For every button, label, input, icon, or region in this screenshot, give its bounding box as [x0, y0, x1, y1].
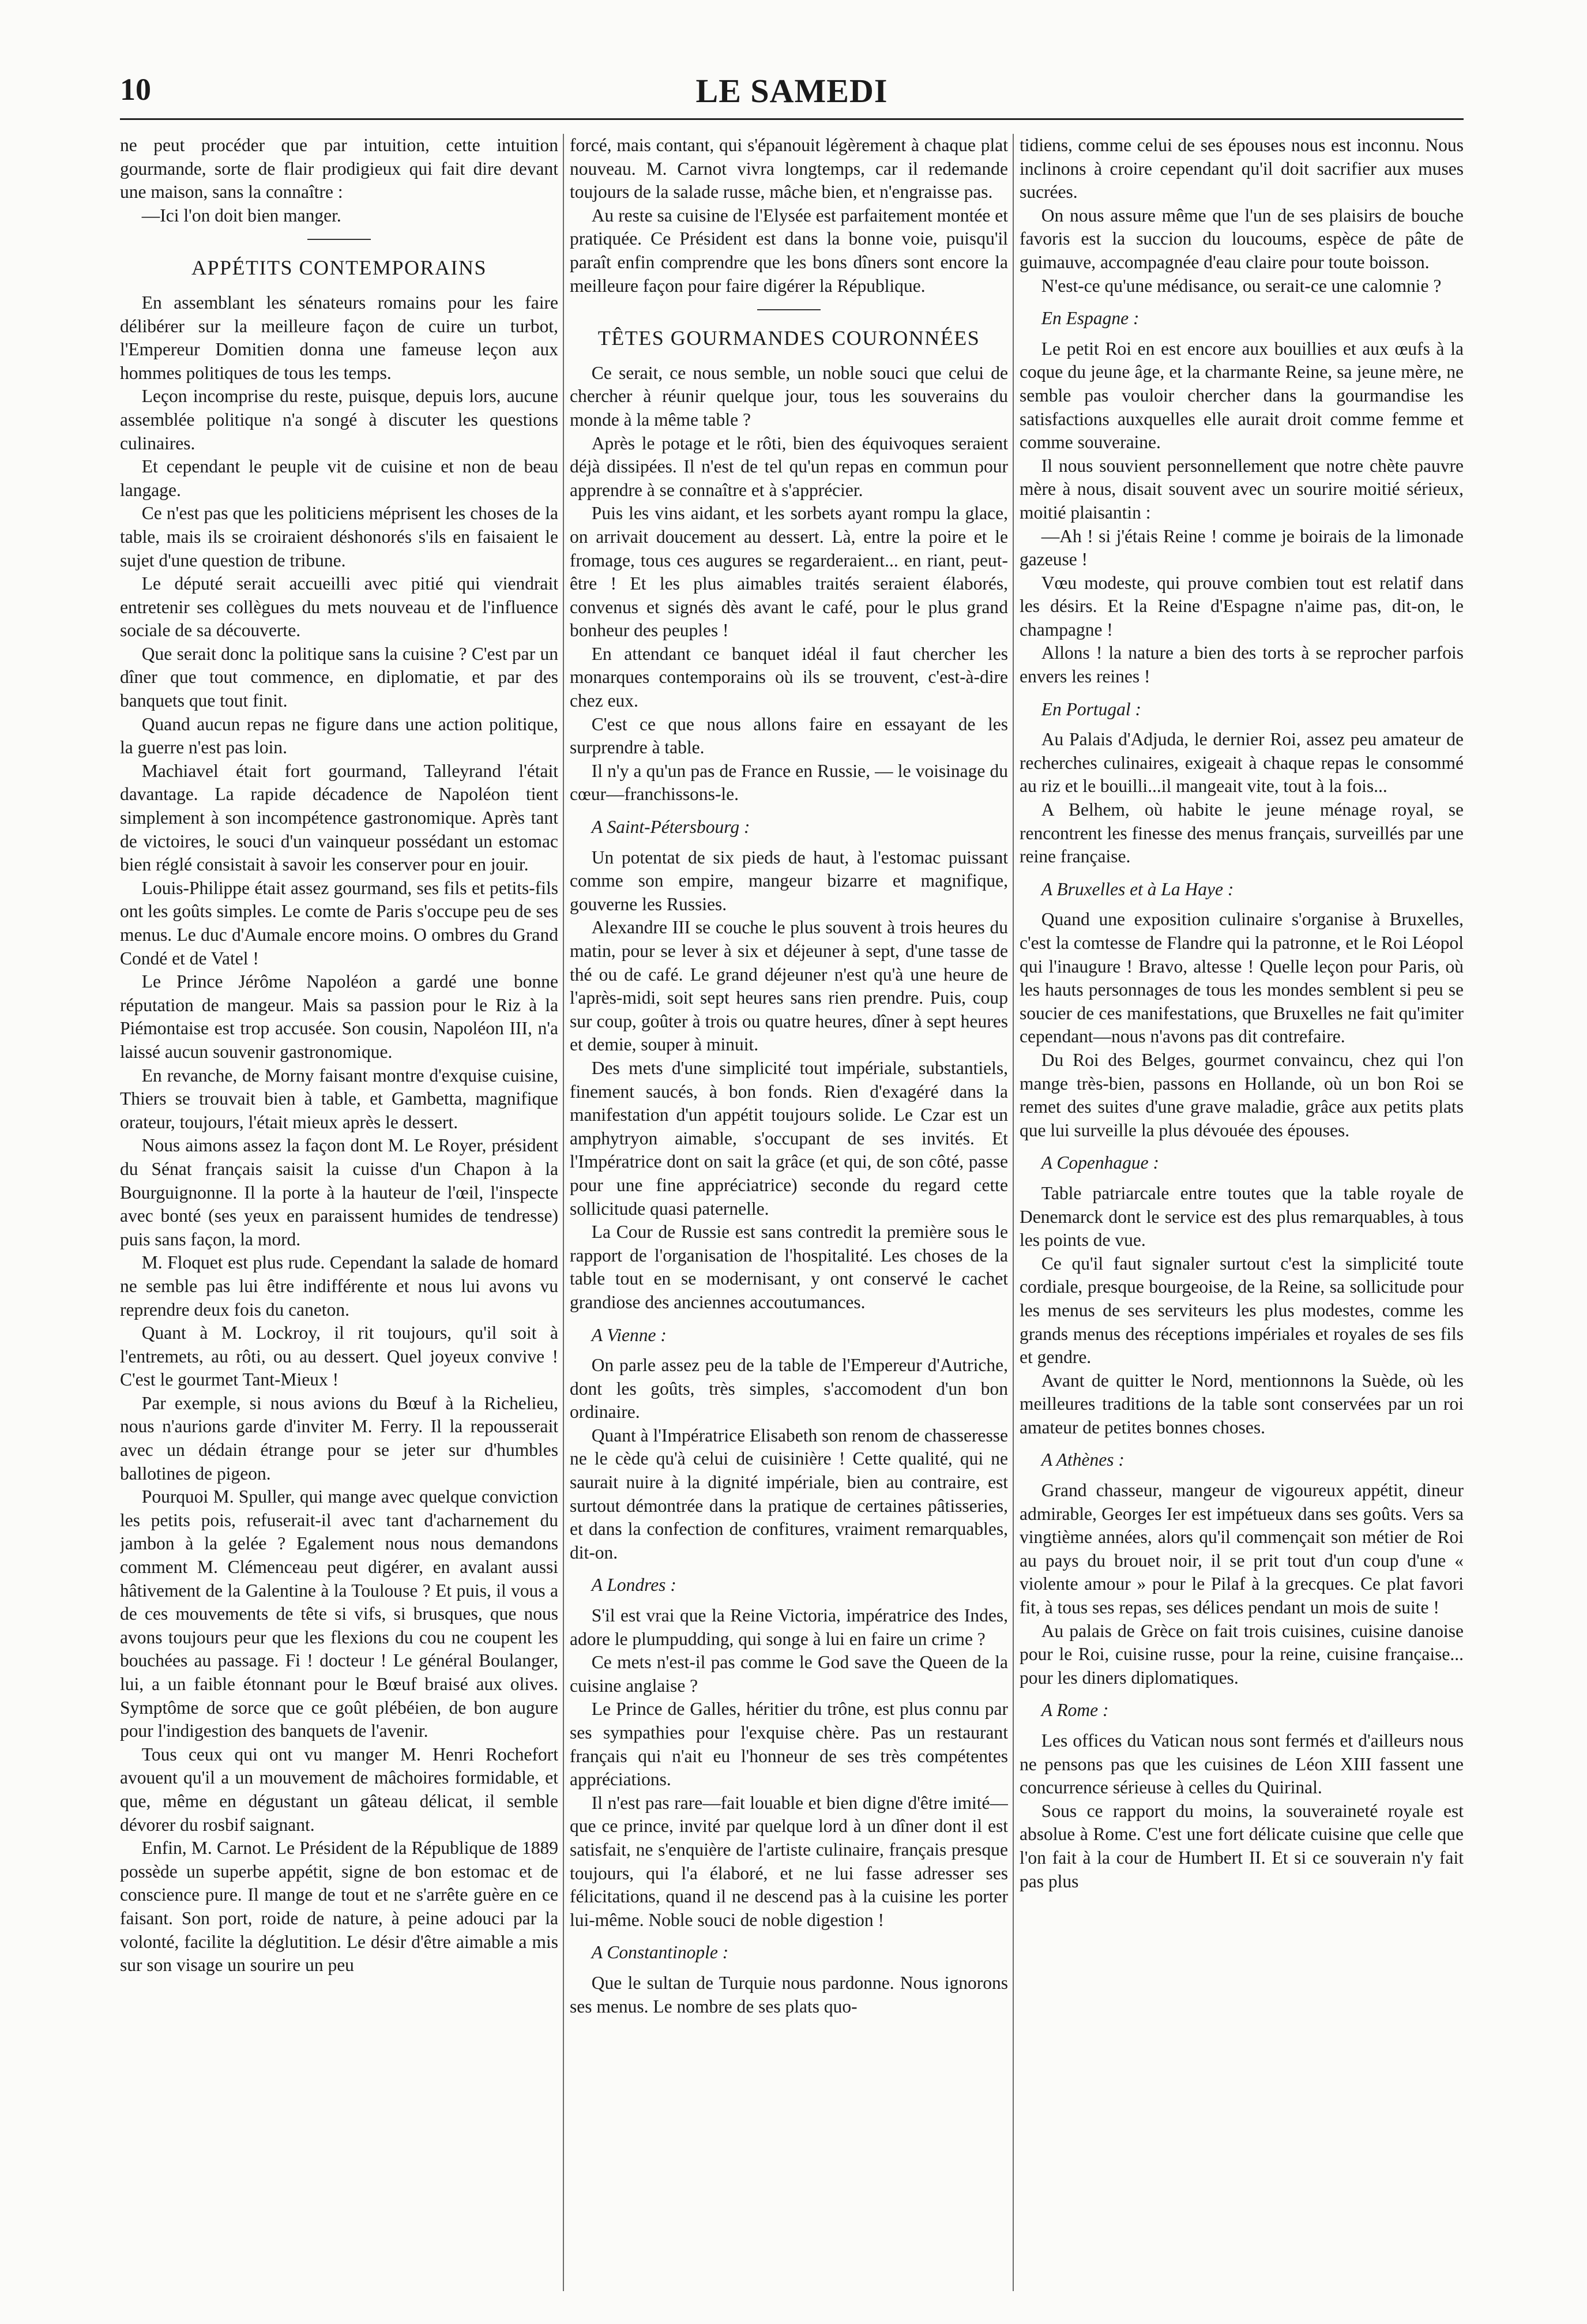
section-heading: APPÉTITS CONTEMPORAINS — [191, 256, 487, 280]
section-heading: TÊTES GOURMANDES COURONNÉES — [597, 326, 980, 350]
paragraph: N'est-ce qu'une médisance, ou serait-ce une calomnie ? — [1041, 275, 1442, 296]
paragraph: M. Floquet est plus rude. Cependant la salade de homard ne semble pas lui être indifférente et nous lui avons vu reprendre deux fois du caneton. — [120, 1252, 558, 1320]
text-column-2 — [570, 134, 1008, 2303]
paragraph: Il n'est pas rare—fait louable et bien digne d'être imité—que ce prince, invité par quelque lord à un dîner dont il est satisfait, ne s'enquière de l'artiste culinaire, français presque toujours, qui l'a élaboré, et ne lui fasse adresser ses félicitations, quand il ne descend pas à la cuisine les porter lui-même. Noble souci de noble digestion ! — [570, 1792, 1008, 1930]
paragraph: A Belhem, où habite le jeune ménage royal, se rencontrent les finesse des menus français, surveillés par une reine française. — [1020, 799, 1464, 867]
paragraph: tidiens, comme celui de ses épouses nous est inconnu. Nous inclinons à croire cependant qu'il doit sacrifier aux muses sucrées. — [1020, 135, 1464, 202]
column-separator — [563, 134, 564, 2291]
paragraph: Allons ! la nature a bien des torts à se reprocher parfois envers les reines ! — [1020, 643, 1464, 687]
dateline: A Bruxelles et à La Haye : — [1041, 878, 1234, 899]
paragraph: Ce qu'il faut signaler surtout c'est la simplicité toute cordiale, presque bourgeoise, de la Reine, sa sollicitude pour les menus de ses serviteurs les plus modestes, comme les grands menus des réceptions impériales et royales de ses fils et gendre. — [1020, 1253, 1464, 1368]
paragraph: Des mets d'une simplicité tout impériale, substantiels, finement saucés, à bon fonds. Rien d'exagéré dans la manifestation d'un appétit toujours solide. Le Czar est un amphytryon aimable, s'occupant de ses invités. Et l'Impératrice dont on sait la grâce (et qui, de son côté, passe pour une fine appréciatrice) seconde du regard cette sollicitude quasi paternelle. — [570, 1057, 1008, 1219]
paragraph: Quant à l'Impératrice Elisabeth son renom de chasseresse ne le cède qu'à celui de cuisinière ! Cette qualité, qui ne saurait nuire à la dignité impériale, bien au contraire, est surtout démontrée dans la pratique de certaines pâtisseries, et dans la confection de confitures, vraiment remarquables, dit-on. — [570, 1425, 1008, 1563]
paragraph: Enfin, M. Carnot. Le Président de la République de 1889 possède un superbe appétit, signe de bon estomac et de conscience pure. Il mange de tout et ne s'arrête guère en ce faisant. Son port, roide de nature, à peine adouci par la volonté, facilite la déglutition. Le désir d'être aimable a mis sur son visage un sourire un peu — [120, 1838, 558, 1976]
paragraph: Quand aucun repas ne figure dans une action politique, la guerre n'est pas loin. — [120, 714, 558, 758]
paragraph: Un potentat de six pieds de haut, à l'estomac puissant comme son empire, mangeur bizarre et magnifique, gouverne les Russies. — [570, 847, 1008, 914]
paragraph: Quant à M. Lockroy, il rit toujours, qu'il soit à l'entremets, au rôti, ou au dessert. Quel joyeux convive ! C'est le gourmet Tant-Mieux ! — [120, 1323, 558, 1390]
dateline: A Saint-Pétersbourg : — [591, 817, 750, 838]
dateline: A Londres : — [591, 1575, 676, 1595]
column-separator — [1013, 134, 1014, 2291]
page-number: 10 — [120, 72, 151, 107]
paragraph: Alexandre III se couche le plus souvent à trois heures du matin, pour se lever à six et déjeuner à sept, d'une tasse de thé ou de café. Le grand déjeuner n'est qu'à une heure de l'après-midi, soit sept heures sans rien prendre. Puis, coup sur coup, goûter à trois ou quatre heures, dîner à sept heures et demie, souper à minuit. — [570, 917, 1008, 1055]
paragraph: Ce serait, ce nous semble, un noble souci que celui de chercher à réunir quelque jour, tous les souverains du monde à la même table ? — [570, 362, 1008, 430]
dateline: A Rome : — [1041, 1700, 1109, 1721]
paragraph: —Ah ! si j'étais Reine ! comme je boirais de la limonade gazeuse ! — [1020, 525, 1464, 570]
paragraph: En attendant ce banquet idéal il faut chercher les monarques contemporains où ils se trouvent, c'est-à-dire chez eux. — [570, 643, 1008, 711]
paragraph: Le Prince de Galles, héritier du trône, est plus connu par ses sympathies pour l'exquise chère. Pas un restaurant français qui n'ait eu l'honneur de ses très compétentes appréciations. — [570, 1699, 1008, 1790]
dateline: A Constantinople : — [591, 1942, 729, 1963]
dateline: A Athènes : — [1041, 1450, 1125, 1470]
paragraph: C'est ce que nous allons faire en essayant de les surprendre à table. — [570, 714, 1008, 758]
dateline: En Portugal : — [1041, 699, 1142, 719]
paragraph: Quand une exposition culinaire s'organise à Bruxelles, c'est la comtesse de Flandre qui la patronne, et le Roi Léopol qui l'inaugure ! Bravo, altesse ! Quelle leçon pour Paris, où les hauts personnages de tous les mondes semblent si peu se soucier de ces manifestations, que Bruxelles ne fait qu'imiter cependant—nous n'avons pas dit contrefaire. — [1020, 909, 1464, 1047]
paragraph: Au Palais d'Adjuda, le dernier Roi, assez peu amateur de recherches culinaires, exigeait à chaque repas le consommé au riz et le bouilli...il mangeait vite, tout à la fois... — [1020, 729, 1464, 797]
paragraph: Louis-Philippe était assez gourmand, ses fils et petits-fils ont les goûts simples. Le comte de Paris s'occupe peu de ses menus. Le duc d'Aumale encore moins. O ombres du Grand Condé et de Vatel ! — [120, 877, 558, 968]
paragraph: Le petit Roi en est encore aux bouillies et aux œufs à la coque du jeune âge, et la charmante Reine, sa jeune mère, ne semble pas vouloir chercher dans la gourmandise les satisfactions auxquelles elle aurait droit comme femme et comme souveraine. — [1020, 338, 1464, 453]
section-divider — [307, 239, 371, 240]
paragraph: Et cependant le peuple vit de cuisine et non de beau langage. — [120, 456, 558, 500]
page-header — [120, 72, 1464, 123]
header-rule — [120, 118, 1464, 120]
paragraph: Que le sultan de Turquie nous pardonne. Nous ignorons ses menus. Le nombre de ses plats quo- — [570, 1972, 1008, 2017]
paragraph: Il n'y a qu'un pas de France en Russie, — le voisinage du cœur—franchissons-le. — [570, 760, 1008, 805]
paragraph: ne peut procéder que par intuition, cette intuition gourmande, sorte de flair prodigieux qui fait dire devant une maison, sans la connaître : — [120, 135, 558, 202]
section-divider — [757, 309, 821, 310]
paragraph: forcé, mais contant, qui s'épanouit légèrement à chaque plat nouveau. M. Carnot vivra longtemps, car il redemande toujours de la salade russe, mâche bien, et n'engraisse pas. — [570, 135, 1008, 202]
paragraph: Le député serait accueilli avec pitié qui viendrait entretenir ses collègues du mets nouveau et de l'influence sociale de sa découverte. — [120, 573, 558, 641]
paragraph: —Ici l'on doit bien manger. — [141, 205, 341, 226]
paragraph: Tous ceux qui ont vu manger M. Henri Rochefort avouent qu'il a un mouvement de mâchoires formidable, et que, même en dégustant un gâteau délicat, il semble dévorer du rosbif saignant. — [120, 1744, 558, 1835]
paragraph: Table patriarcale entre toutes que la table royale de Denemarck dont le service est des plus remarquables, à tous les points de vue. — [1020, 1182, 1464, 1251]
paragraph: En revanche, de Morny faisant montre d'exquise cuisine, Thiers se trouvait bien à table, et Gambetta, magnifique orateur, toujours, l'était mieux après le dessert. — [120, 1065, 558, 1132]
paragraph: Les offices du Vatican nous sont fermés et d'ailleurs nous ne pensons pas que les cuisines de Léon XIII fassent une concurrence sérieuse à celles du Quirinal. — [1020, 1730, 1464, 1798]
paragraph: Machiavel était fort gourmand, Talleyrand l'était davantage. La rapide décadence de Napoléon tient simplement à son incompétence gastronomique. Après tant de victoires, le souci d'un vainqueur possédant un estomac bien réglé consistait à savoir les conserver pour en jouir. — [120, 760, 558, 875]
paragraph: Il nous souvient personnellement que notre chète pauvre mère à nous, disait souvent avec un sourire moitié sérieux, moitié plaisantin : — [1020, 455, 1464, 523]
paragraph: Pourquoi M. Spuller, qui mange avec quelque conviction les petits pois, refuserait-il avec tant d'acharnement du jambon à la gelée ? Egalement nous nous demandons comment M. Clémenceau peut digérer, en avalant aussi hâtivement de la Galentine à la Toulouse ? Et puis, il vous a de ces mouvements de tête si vifs, si brusques, que nous avons toujours peur que les flexions du cou ne coupent les bouchées au passage. Fi ! docteur ! Le général Boulanger, lui, a un faible étonnant pour le Bœuf braisé aux olives. Symptôme de sorce que ce goût plébéien, de bon augure pour l'indigestion des banquets de l'avenir. — [120, 1486, 558, 1741]
paragraph: Puis les vins aidant, et les sorbets ayant rompu la glace, on arrivait doucement au dessert. Là, entre la poire et le fromage, tous ces augures se regarderaient... en riant, peut-être ! Et les plus aimables traités seraient élaborés, convenus et signés dès avant le café, pour le plus grand bonheur des peuples ! — [570, 503, 1008, 641]
paragraph: Le Prince Jérôme Napoléon a gardé une bonne réputation de mangeur. Mais sa passion pour le Riz à la Piémontaise est trop accusée. Son cousin, Napoléon III, n'a laissé aucun souvenir gastronomique. — [120, 971, 558, 1062]
paragraph: Nous aimons assez la façon dont M. Le Royer, président du Sénat français saisit la cuisse d'un Chapon à la Bourguignonne. Il la porte à la hauteur de l'œil, l'inspecte avec bonté (ses yeux en paraissent humides de tendresse) puis sans façon, la mord. — [120, 1135, 558, 1249]
paragraph: Ce mets n'est-il pas comme le God save the Queen de la cuisine anglaise ? — [570, 1652, 1008, 1696]
paragraph: Vœu modeste, qui prouve combien tout est relatif dans les désirs. Et la Reine d'Espagne n'aime pas, dit-on, le champagne ! — [1020, 572, 1464, 640]
paragraph: Après le potage et le rôti, bien des équivoques seraient déjà dissipées. Il n'est de tel qu'un repas en commun pour apprendre à se connaître et à s'apprécier. — [570, 433, 1008, 500]
paragraph: Que serait donc la politique sans la cuisine ? C'est par un dîner que tout commence, en diplomatie, et par des banquets que tout finit. — [120, 643, 558, 711]
paragraph: En assemblant les sénateurs romains pour les faire délibérer sur la meilleure façon de cuire un turbot, l'Empereur Domitien donna une fameuse leçon aux hommes politiques de tous les temps. — [120, 292, 558, 383]
paragraph: Sous ce rapport du moins, la souveraineté royale est absolue à Rome. C'est une fort délicate cuisine que celle que l'on fait à la cour de Humbert II. Et si ce souverain n'y fait pas plus — [1020, 1800, 1464, 1891]
dateline: A Copenhague : — [1041, 1152, 1159, 1173]
text-column-3 — [1020, 134, 1464, 2303]
paragraph: On nous assure même que l'un de ses plaisirs de bouche favoris est la succion du loucoums, espèce de pâte de guimauve, accompagnée d'eau claire pour toute boisson. — [1020, 205, 1464, 272]
paragraph: Ce n'est pas que les politiciens méprisent les choses de la table, mais ils se croiraient déshonorés s'ils en faisaient le sujet d'une question de tribune. — [120, 503, 558, 570]
paragraph: Du Roi des Belges, gourmet convaincu, chez qui l'on mange très-bien, passons en Hollande, où un bon Roi se remet des suites d'une grave maladie, grâce aux petits plats que lui surveille la plus dévouée des épouses. — [1020, 1049, 1464, 1140]
paragraph: Grand chasseur, mangeur de vigoureux appétit, dineur admirable, Georges Ier est impétueux dans ses goûts. Vers sa vingtième années, alors qu'il commençait son métier de Roi au pays du brouet noir, il se prit tout d'un coup d'une « violente amour » pour le Pilaf à la grecques. Ce plat favori fit, à tous ses repas, ses délices pendant un mois de suite ! — [1020, 1480, 1464, 1618]
running-title: LE SAMEDI — [695, 72, 888, 110]
paragraph: Leçon incomprise du reste, puisque, depuis lors, aucune assemblée politique n'a songé à discuter les questions culinaires. — [120, 386, 558, 453]
paragraph: La Cour de Russie est sans contredit la première sous le rapport de l'organisation de l'hospitalité. Les choses de la table tout en se modernisant, y ont conservé le cachet grandiose des anciennes accoutumances. — [570, 1222, 1008, 1312]
dateline: En Espagne : — [1041, 308, 1140, 329]
paragraph: Au palais de Grèce on fait trois cuisines, cuisine danoise pour le Roi, cuisine russe, pour la reine, cuisine française... pour les diners diplomatiques. — [1020, 1620, 1464, 1688]
paragraph: S'il est vrai que la Reine Victoria, impératrice des Indes, adore le plumpudding, qui songe à lui en faire un crime ? — [570, 1605, 1008, 1649]
dateline: A Vienne : — [591, 1324, 667, 1345]
paragraph: Avant de quitter le Nord, mentionnons la Suède, où les meilleures traditions de la table sont conservées par un roi amateur de petites bonnes choses. — [1020, 1370, 1464, 1437]
text-column-1 — [120, 134, 558, 2303]
paragraph: Au reste sa cuisine de l'Elysée est parfaitement montée et pratiquée. Ce Président est dans la bonne voie, puisqu'il paraît enfin comprendre que les bons dîners sont encore la meilleure façon pour faire digérer la République. — [570, 205, 1008, 296]
paragraph: Par exemple, si nous avions du Bœuf à la Richelieu, nous n'aurions garde d'inviter M. Ferry. Il la repousserait avec un dédain étrange pour se jeter sur d'humbles ballotines de pigeon. — [120, 1392, 558, 1484]
paragraph: On parle assez peu de la table de l'Empereur d'Autriche, dont les goûts, très simples, s'accomodent d'un bon ordinaire. — [570, 1355, 1008, 1422]
